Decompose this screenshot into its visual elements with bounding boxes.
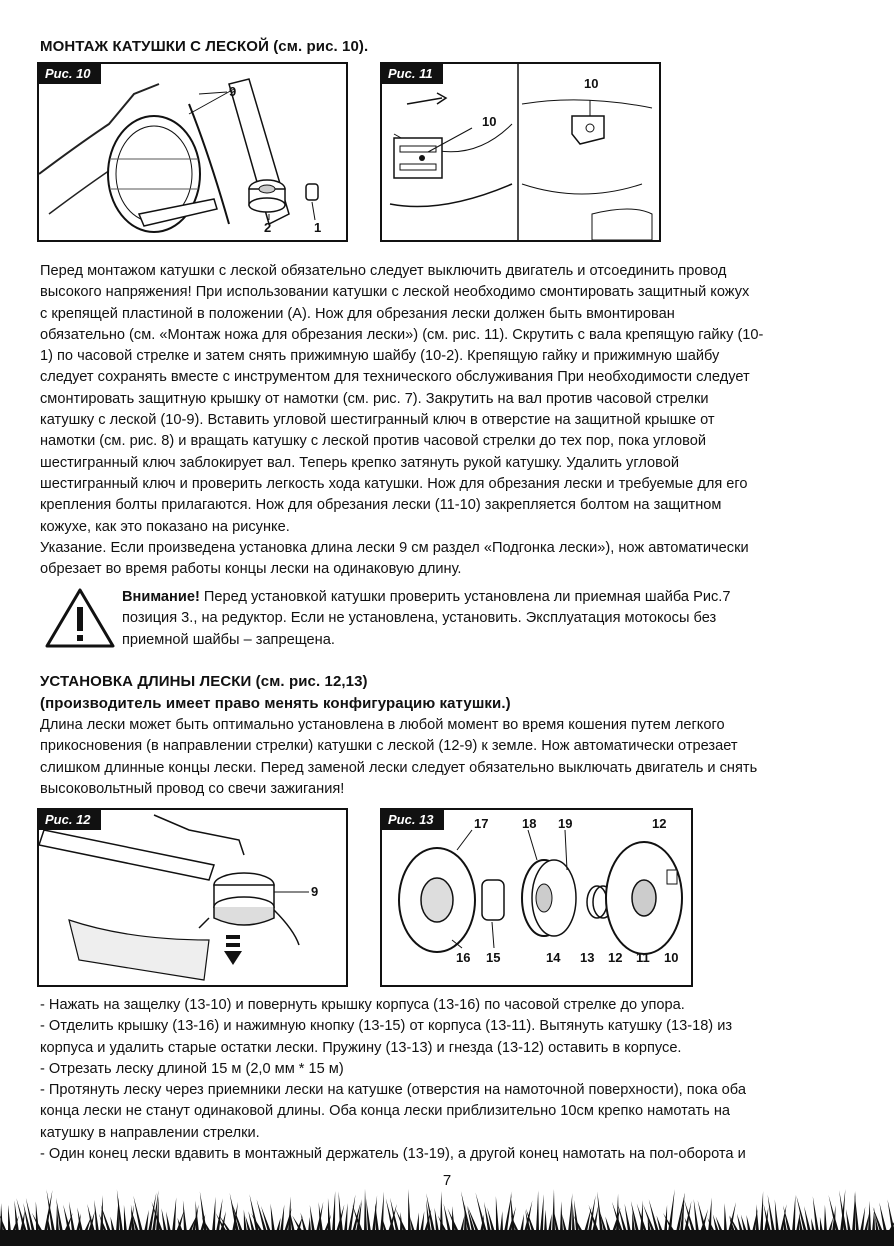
section-title-line-length: УСТАНОВКА ДЛИНЫ ЛЕСКИ (см. рис. 12,13): [40, 673, 368, 690]
text-line: слишком длинные концы лески. Перед заменой лески следует обязательно выключать двигатель и снять: [40, 759, 758, 776]
text-line: - Нажать на защелку (13-10) и повернуть крышку корпуса (13-16) по часовой стрелке до упора.: [40, 997, 685, 1013]
figure-13-callout-17: 17: [474, 816, 489, 831]
section-subtitle-line-length: (производитель имеет право менять конфигурацию катушки.): [40, 695, 511, 712]
text-line: конца лески не станут одинаковой длины. Оба конца лески приблизительно 10см крепко намотать на: [40, 1103, 730, 1120]
figure-13-callout-19: 19: [558, 816, 573, 831]
text-line: намотки (см. рис. 8) и вращать катушку с леской против часовой стрелки до тех пор, пока угловой: [40, 433, 706, 450]
text-line: следует сохранять вместе с инструментом для технического обслуживания При необходимости следует: [40, 369, 750, 386]
text-line: корпуса и удалить старые остатки лески. Пружину (13-13) и гнезда (13-12) оставить в корпусе.: [40, 1039, 682, 1056]
text-line: крепления болты прилагаются. Нож для обрезания лески (11-10) закрепляется болтом на защитном: [40, 497, 722, 514]
figure-11-illustration: [382, 64, 659, 240]
warning-text: [122, 587, 852, 651]
warning-block: [40, 587, 854, 657]
text-line: Длина лески может быть оптимально установлена в любой момент во время кошения путем легкого: [40, 717, 725, 733]
paragraph-line-replacement-steps: [40, 995, 854, 1165]
text-line: обрезает во время работы концы лески на одинаковую длину.: [40, 561, 462, 578]
text-line: шестигранный ключ и проверить легкость хода катушки. Нож для обрезания лески и требуемые для его: [40, 475, 748, 492]
figure-11-label: Рис. 11: [382, 64, 443, 84]
figure-13-callout-13: 13: [580, 950, 595, 965]
text-line: - Один конец лески вдавить в монтажный держатель (13-19), а другой конец намотать на пол-оборота и: [40, 1146, 746, 1163]
figure-13-callout-18: 18: [522, 816, 537, 831]
figure-13: [380, 808, 693, 987]
text-line: с крепящей пластиной в положении (А). Нож для обрезания лески должен быть вмонтирован: [40, 305, 675, 322]
page-number: 7: [442, 1172, 452, 1189]
figure-12: [37, 808, 348, 987]
figure-13-callout-11: 11: [636, 950, 650, 965]
figure-11: [380, 62, 661, 242]
text-line: кожухе, как это показано на рисунке.: [40, 518, 290, 535]
figure-12-callout-9: 9: [311, 884, 319, 899]
figure-10-callout-2: 2: [264, 220, 272, 235]
warning-line-3: приемной шайбы – запрещена.: [122, 631, 335, 648]
text-line: катушку в направлении стрелки.: [40, 1124, 260, 1141]
figure-12-label: Рис. 12: [39, 810, 101, 830]
text-line: - Отрезать леску длиной 15 м (2,0 мм * 15 м): [40, 1060, 344, 1077]
warning-line-1: Перед установкой катушки проверить установлена ли приемная шайба Рис.7: [199, 589, 731, 605]
text-line: высоковольтный провод со свечи зажигания!: [40, 780, 345, 797]
text-line: катушку с леской (10-9). Вставить угловой шестигранный ключ в отверстие на защитной крышке от: [40, 412, 715, 429]
figure-13-callout-12-top: 12: [652, 816, 667, 831]
figure-10-callout-9: 9: [229, 84, 237, 99]
figure-13-callout-14: 14: [546, 950, 561, 965]
text-line: Указание. Если произведена установка длина лески 9 см раздел «Подгонка лески»), нож автоматически: [40, 539, 749, 556]
figure-10: [37, 62, 348, 242]
figure-13-callout-16: 16: [456, 950, 471, 965]
text-line: смонтировать защитную крышку от намотки (см. рис. 7). Закрутить на вал против часовой стрелки: [40, 390, 709, 407]
text-line: - Протянуть леску через приемники лески на катушке (отверстия на намоточной поверхности), пока оба: [40, 1082, 746, 1099]
figure-13-callout-15: 15: [486, 950, 501, 965]
figure-13-callout-12-bottom: 12: [608, 950, 623, 965]
section-title-spool-mounting: МОНТАЖ КАТУШКИ С ЛЕСКОЙ (см. рис. 10).: [40, 38, 369, 55]
grass-footer-decoration: [0, 1186, 894, 1246]
warning-triangle-icon: [44, 587, 116, 649]
text-line: Перед монтажом катушки с леской обязательно следует выключить двигатель и отсоединить провод: [40, 263, 727, 279]
figure-10-illustration: [39, 64, 346, 240]
text-line: - Отделить крышку (13-16) и нажимную кнопку (13-15) от корпуса (13-11). Вытянуть катушку (13-18) из: [40, 1018, 733, 1035]
text-line: высокого напряжения! При использовании катушки с леской необходимо смонтировать защитный кожух: [40, 284, 750, 301]
figure-12-illustration: [39, 810, 346, 985]
paragraph-line-length: [40, 715, 854, 800]
figure-11-callout-10-right: 10: [584, 76, 599, 91]
text-line: шестигранный ключ заблокирует вал. Теперь крепко затянуть рукой катушку. Удалить угловой: [40, 454, 680, 471]
figure-10-label: Рис. 10: [39, 64, 101, 84]
warning-label: Внимание!: [122, 589, 200, 605]
text-line: обязательно (см. «Монтаж ножа для обрезания лески») (см. рис. 11). Скрутить с вала крепящую гайку (10-: [40, 326, 764, 343]
paragraph-spool-mounting: [40, 261, 854, 580]
text-line: прикосновения (в направлении стрелки) катушки с леской (12-9) к земле. Нож автоматически отрезает: [40, 738, 738, 755]
warning-line-2: позиция 3., на редуктор. Если не установлена, установить. Эксплуатация мотокосы без: [122, 610, 717, 627]
figure-11-callout-10-left: 10: [482, 114, 497, 129]
figure-10-callout-1: 1: [314, 220, 322, 235]
text-line: 1) по часовой стрелке и затем снять прижимную шайбу (10-2). Крепящую гайку и прижимную шайбу: [40, 348, 720, 365]
figure-13-label: Рис. 13: [382, 810, 444, 830]
figure-13-callout-10: 10: [664, 950, 679, 965]
